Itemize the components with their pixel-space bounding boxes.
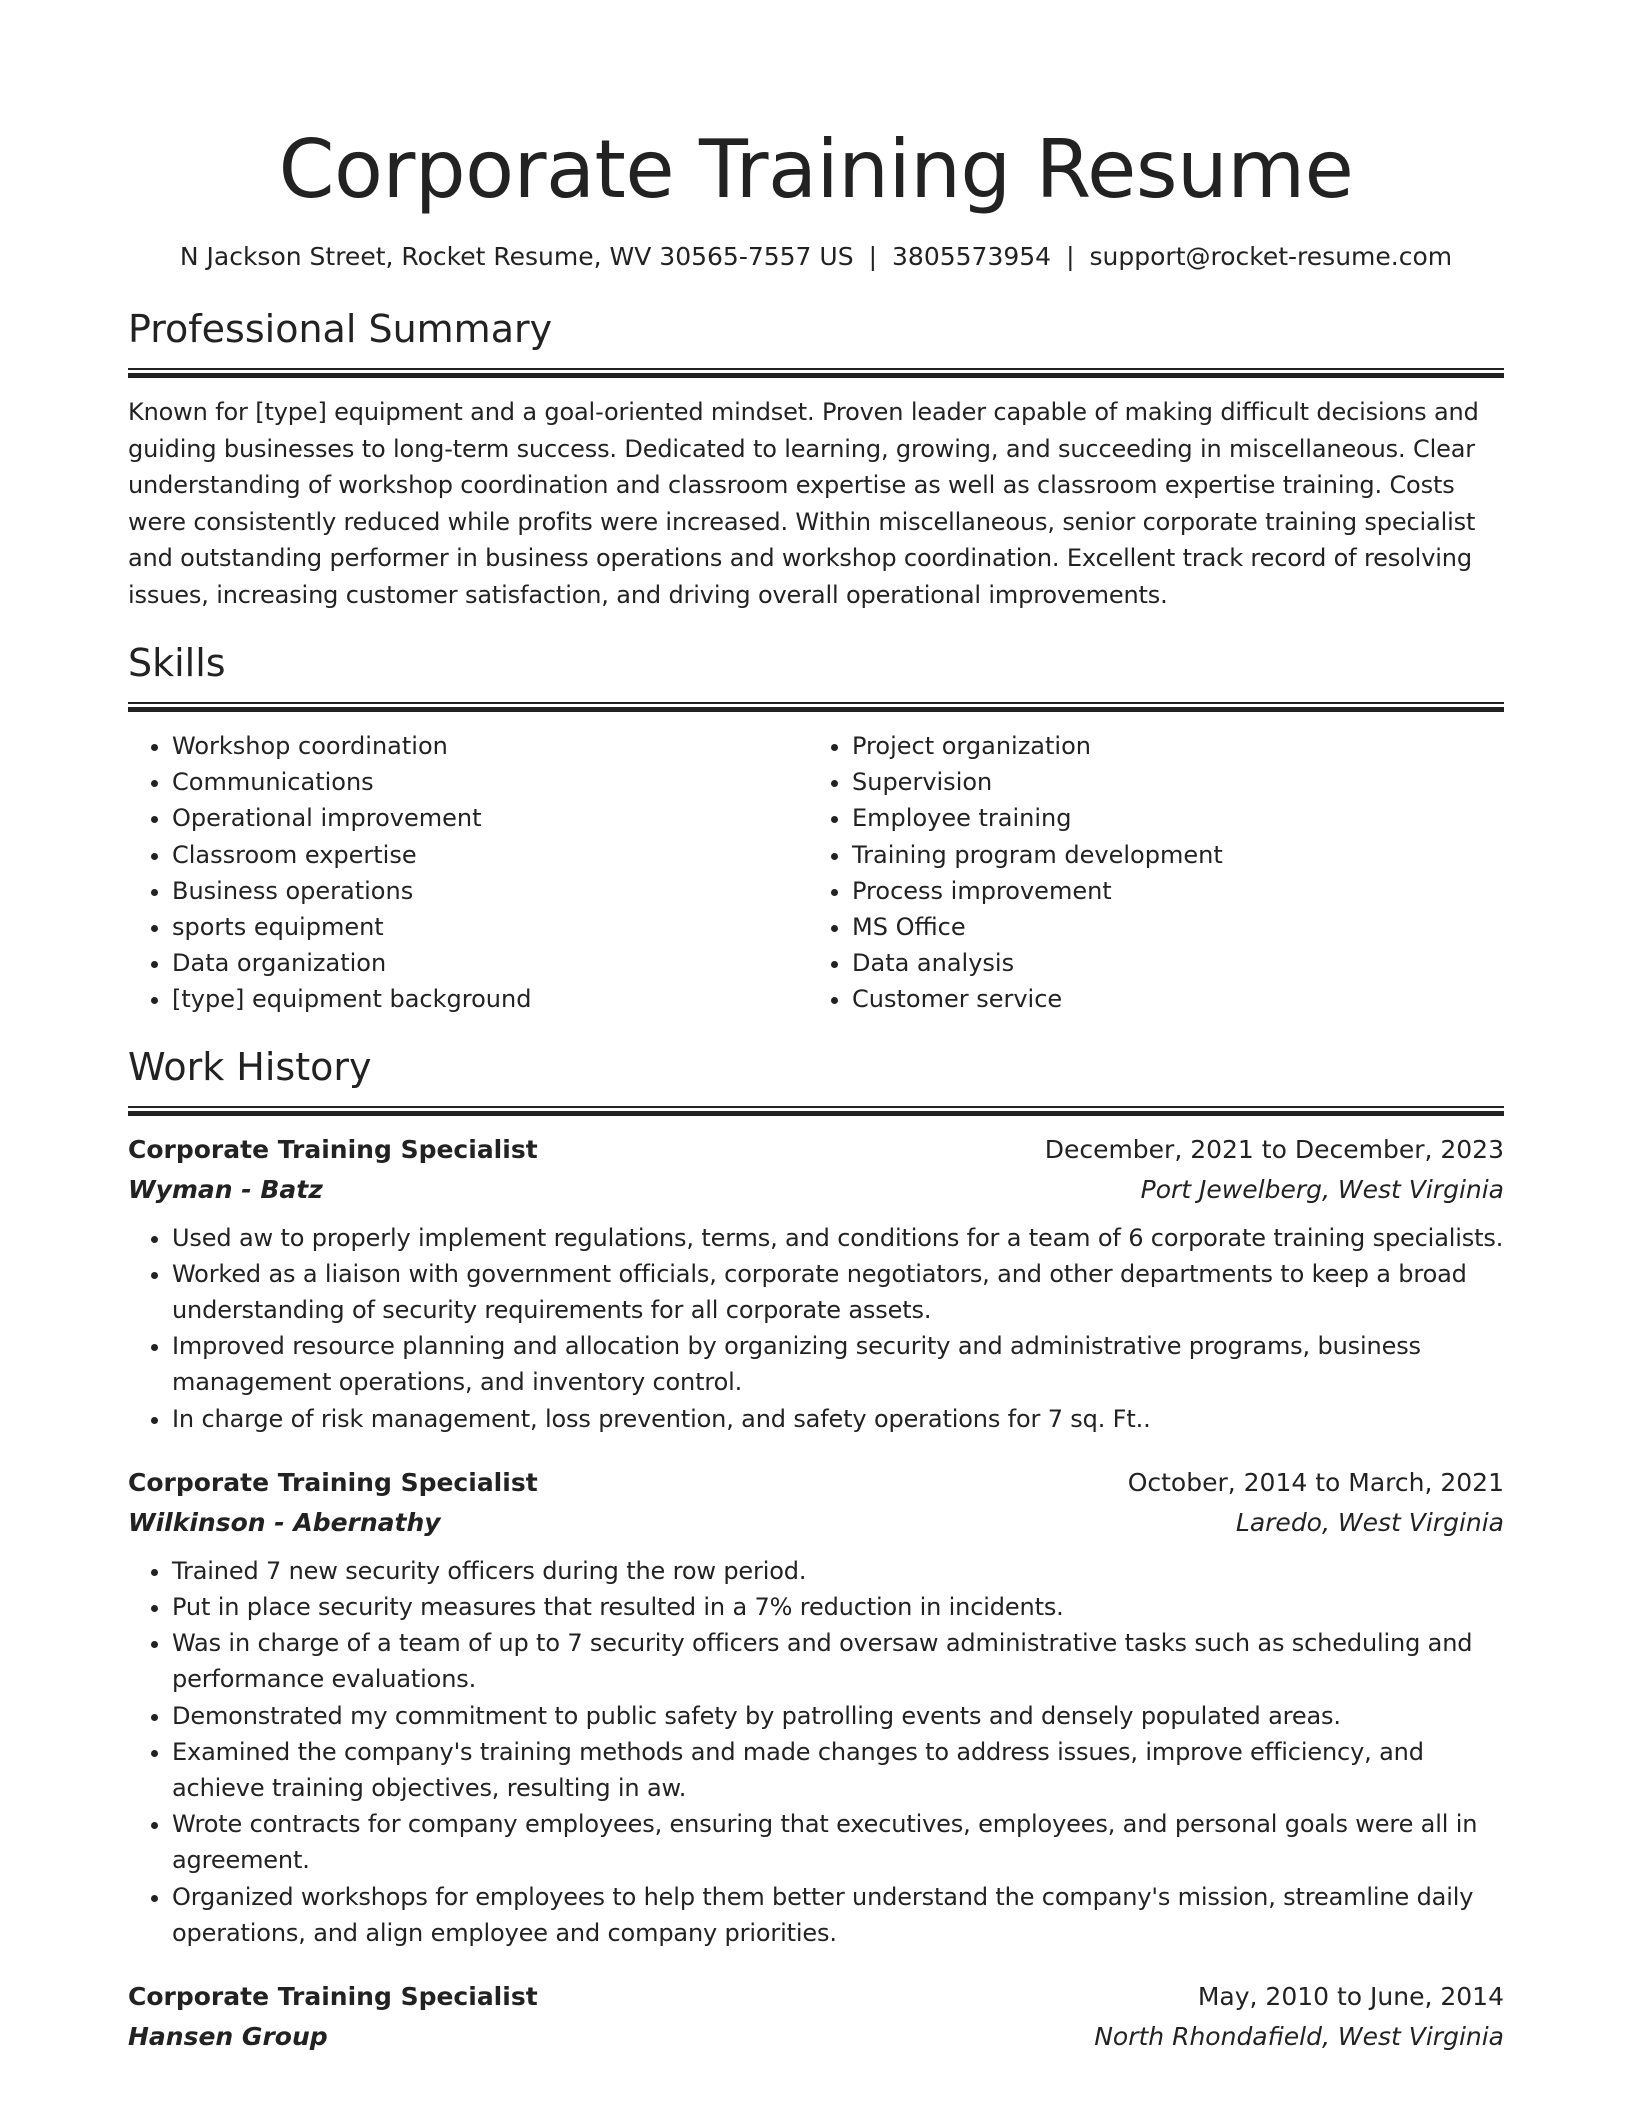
job-location: Port Jewelberg, West Virginia: [1140, 1174, 1504, 1204]
job-company: Wyman - Batz: [128, 1174, 323, 1204]
skills-heading: Skills: [128, 641, 226, 685]
skill-item: • Supervision: [852, 764, 1488, 800]
skill-item: • Business operations: [172, 873, 808, 909]
job-bullet: • In charge of risk management, loss prevention, and safety operations for 7 sq. Ft..: [172, 1401, 1504, 1437]
resume-title: Corporate Training Resume: [278, 123, 1354, 216]
job-entry: [128, 1977, 1504, 2057]
job-company: Wilkinson - Abernathy: [128, 1507, 441, 1537]
skill-item: • Communications: [172, 764, 808, 800]
contact-address: N Jackson Street, Rocket Resume, WV 30565-7557 US: [179, 242, 854, 271]
section-divider: [128, 368, 1504, 378]
section-divider: [128, 702, 1504, 712]
skill-item: • Classroom expertise: [172, 837, 808, 873]
skill-item: • Operational improvement: [172, 800, 808, 836]
contact-separator: |: [868, 242, 878, 271]
job-bullet: • Demonstrated my commitment to public safety by patrolling events and densely populated areas.: [172, 1698, 1504, 1734]
job-bullet: • Examined the company's training methods and made changes to address issues, improve efficiency, and achieve training objectives, resulting in aw.: [172, 1734, 1504, 1806]
job-dates: October, 2014 to March, 2021: [1127, 1467, 1504, 1497]
summary-heading: Professional Summary: [128, 307, 553, 351]
job-entry: [128, 1130, 1504, 1437]
skill-item: • [type] equipment background: [172, 981, 808, 1017]
skill-item: • Process improvement: [852, 873, 1488, 909]
job-bullet: • Improved resource planning and allocation by organizing security and administrative programs, business management operations, and inventory control.: [172, 1328, 1504, 1400]
contact-email: support@rocket-resume.com: [1089, 242, 1453, 271]
job-bullets: [128, 1553, 1504, 1951]
skills-right-column: [808, 728, 1488, 1018]
job-location: Laredo, West Virginia: [1235, 1507, 1504, 1537]
job-dates: December, 2021 to December, 2023: [1044, 1134, 1504, 1164]
skill-item: • Project organization: [852, 728, 1488, 764]
work-history-heading: Work History: [128, 1044, 372, 1089]
job-bullet: • Was in charge of a team of up to 7 security officers and oversaw administrative tasks such as scheduling and performance evaluations.: [172, 1625, 1504, 1697]
job-company: Hansen Group: [128, 2022, 328, 2052]
skills-columns: [128, 728, 1504, 1018]
job-header: [128, 1130, 1504, 1170]
skills-section: [128, 638, 1504, 1018]
section-divider: [128, 1106, 1504, 1116]
skill-item: • MS Office: [852, 909, 1488, 945]
summary-text: Known for [type] equipment and a goal-oriented mindset. Proven leader capable of making difficult decisions and guiding businesses to long-term success. Dedicated to learning, growing, and succeeding in miscellaneous. Clear understanding of workshop coordination and classroom expertise as well as classroom expertise training. Costs were consistently reduced while profits were increased. Within miscellaneous, senior corporate training specialist and outstanding performer in business operations and workshop coordination. Excellent track record of resolving issues, increasing customer satisfaction, and driving overall operational improvements.: [128, 398, 1479, 609]
job-title: Corporate Training Specialist: [128, 1467, 538, 1497]
job-bullet: • Wrote contracts for company employees, ensuring that executives, employees, and personal goals were all in agreement.: [172, 1806, 1504, 1878]
job-bullet: • Used aw to properly implement regulations, terms, and conditions for a team of 6 corporate training specialists.: [172, 1220, 1504, 1256]
job-bullet: • Put in place security measures that resulted in a 7% reduction in incidents.: [172, 1589, 1504, 1625]
skill-item: • Workshop coordination: [172, 728, 808, 764]
job-subheader: [128, 2017, 1504, 2057]
skills-left-column: [128, 728, 808, 1018]
skill-item: • Training program development: [852, 837, 1488, 873]
skill-item: • Data analysis: [852, 945, 1488, 981]
job-subheader: [128, 1503, 1504, 1543]
job-bullet: • Worked as a liaison with government officials, corporate negotiators, and other departments to keep a broad understanding of security requirements for all corporate assets.: [172, 1256, 1504, 1328]
job-title: Corporate Training Specialist: [128, 1134, 538, 1164]
work-history-section: [128, 1042, 1504, 2057]
job-title: Corporate Training Specialist: [128, 1982, 538, 2012]
job-subheader: [128, 1170, 1504, 1210]
contact-separator: |: [1066, 242, 1075, 271]
job-header: [128, 1977, 1504, 2017]
job-dates: May, 2010 to June, 2014: [1197, 1982, 1504, 2012]
summary-section: [128, 304, 1504, 613]
skill-item: • Employee training: [852, 800, 1488, 836]
skill-item: • Data organization: [172, 945, 808, 981]
skill-item: • Customer service: [852, 981, 1488, 1017]
skill-item: • sports equipment: [172, 909, 808, 945]
contact-phone: 3805573954: [892, 242, 1052, 271]
job-bullet: • Organized workshops for employees to help them better understand the company's mission, streamline daily operations, and align employee and company priorities.: [172, 1879, 1504, 1951]
job-bullets: [128, 1220, 1504, 1437]
job-header: [128, 1463, 1504, 1503]
job-bullet: • Trained 7 new security officers during the row period.: [172, 1553, 1504, 1589]
resume-page: [128, 0, 1504, 2057]
contact-line: [128, 240, 1504, 274]
job-entry: [128, 1463, 1504, 1951]
job-location: North Rhondafield, West Virginia: [1094, 2022, 1504, 2052]
